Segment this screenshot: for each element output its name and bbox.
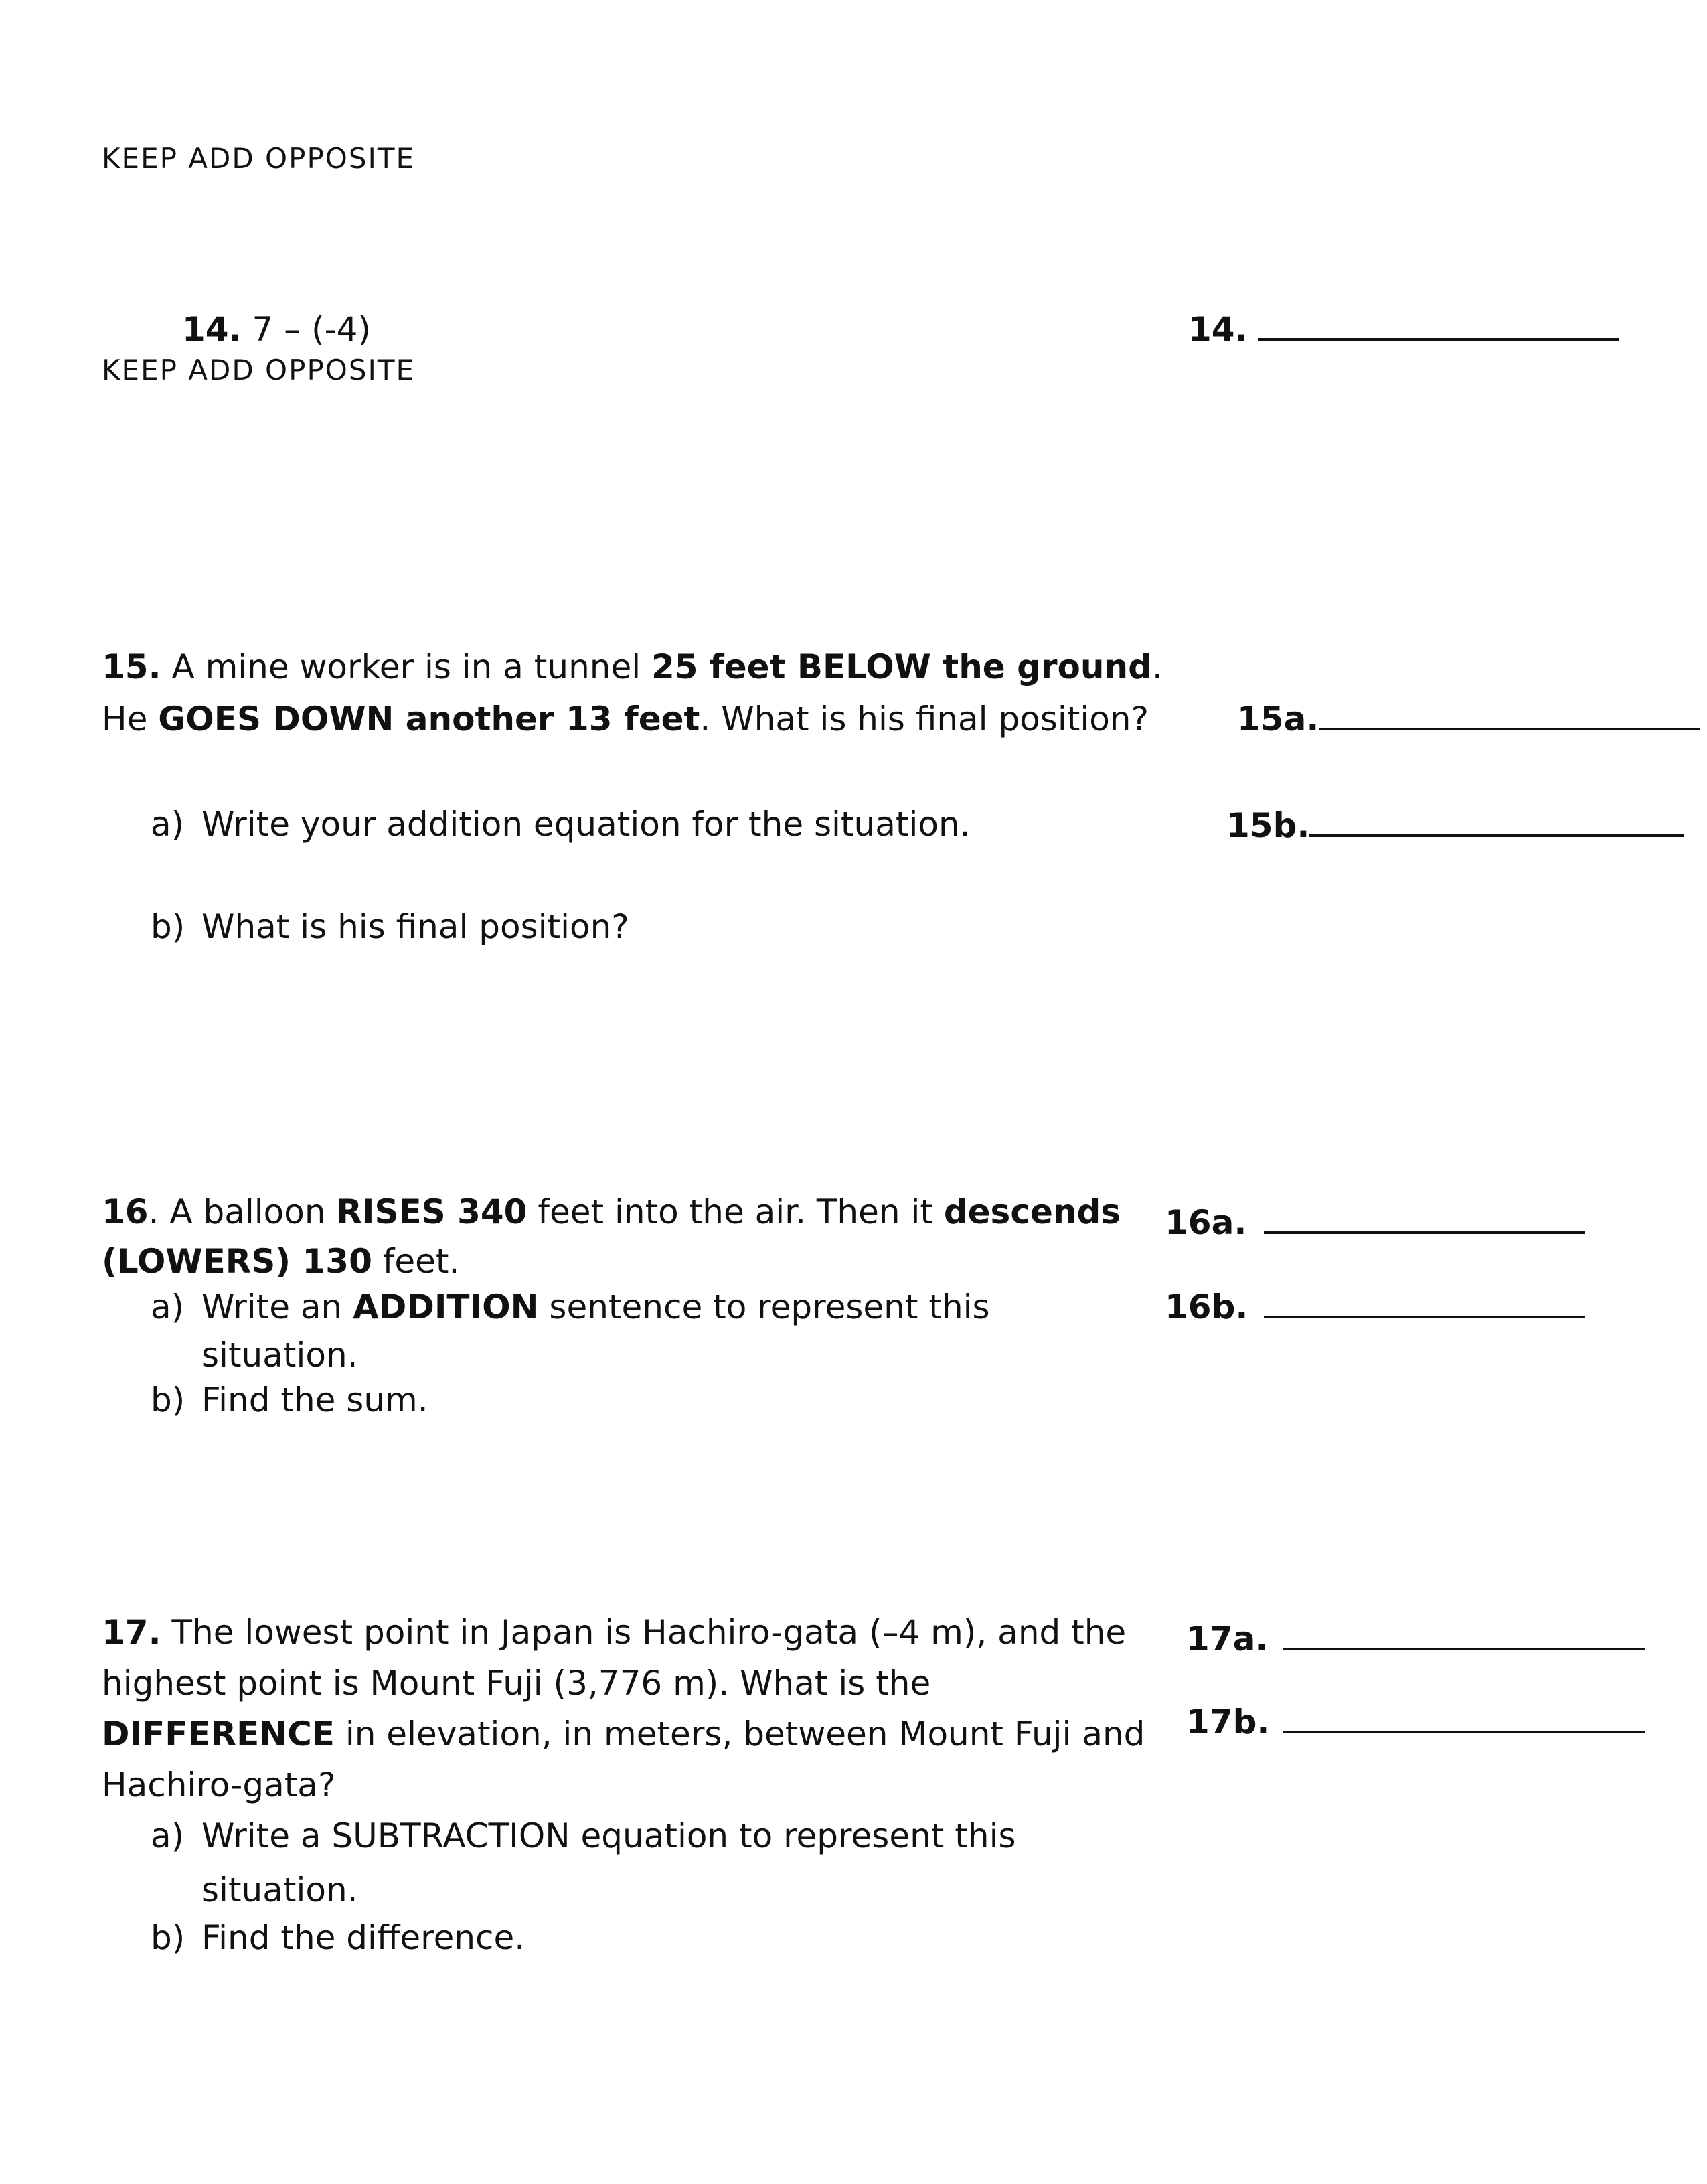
question-15-line-2 (102, 694, 1149, 745)
question-16-text: . A balloon (148, 1192, 337, 1231)
question-15-text: . What is his final position? (700, 700, 1149, 738)
part-text: What is his final position? (201, 907, 629, 946)
part-text: sentence to represent this (538, 1288, 990, 1326)
question-16-emphasis: (LOWERS) 130 (102, 1242, 372, 1281)
question-16-part-b (151, 1376, 428, 1424)
part-marker: a) (151, 805, 185, 844)
answer-14-blank[interactable] (1258, 338, 1619, 341)
question-14-number: 14. (182, 310, 242, 349)
answer-15a-label: 15a. (1237, 700, 1319, 738)
answer-16b (1165, 1281, 1585, 1332)
answer-16b-label: 16b. (1165, 1288, 1248, 1326)
question-16-number: 16 (102, 1192, 149, 1231)
answer-16a-blank[interactable] (1264, 1231, 1585, 1234)
part-text: Find the difference. (201, 1918, 525, 1957)
question-15-number: 15. (102, 647, 161, 686)
part-marker: a) (151, 1816, 185, 1855)
question-15-text: A mine worker is in a tunnel (171, 647, 652, 686)
question-15-part-b (151, 903, 629, 951)
keep-add-opposite-hint: KEEP ADD OPPOSITE (102, 142, 416, 175)
question-17-part-a (151, 1812, 1016, 1860)
part-text: Write an (201, 1288, 353, 1326)
answer-16b-blank[interactable] (1264, 1316, 1585, 1318)
answer-15b (1226, 800, 1684, 851)
question-15-part-a (151, 800, 971, 848)
answer-17a (1186, 1614, 1645, 1664)
question-17-text: in elevation, in meters, between Mount Fuji and (334, 1715, 1145, 1753)
part-emphasis: ADDITION (353, 1288, 539, 1326)
question-14 (182, 304, 371, 355)
answer-15a-blank[interactable] (1319, 728, 1700, 730)
answer-16a (1165, 1197, 1585, 1248)
answer-17b (1186, 1697, 1645, 1747)
part-text: Find the sum. (201, 1381, 428, 1419)
question-15-emphasis: GOES DOWN another 13 feet (158, 700, 700, 738)
answer-17a-blank[interactable] (1283, 1648, 1645, 1650)
question-15-text: . (1151, 647, 1163, 686)
question-16-text: feet into the air. Then it (527, 1192, 944, 1231)
question-16-emphasis: RISES 340 (336, 1192, 527, 1231)
part-marker: b) (151, 907, 185, 946)
question-16-line-1 (102, 1186, 1121, 1237)
answer-17b-blank[interactable] (1283, 1731, 1645, 1733)
question-17-number: 17. (102, 1613, 161, 1652)
question-16-line-2 (102, 1236, 459, 1287)
question-17-part-a-continued: situation. (201, 1871, 358, 1909)
question-16-text: feet. (372, 1242, 460, 1281)
question-15-text: He (102, 700, 159, 738)
answer-15a (1237, 694, 1700, 745)
answer-17a-label: 17a. (1186, 1620, 1269, 1658)
answer-14-label: 14. (1188, 310, 1248, 349)
question-16-part-a-continued: situation. (201, 1336, 358, 1375)
part-marker: b) (151, 1918, 185, 1957)
question-17-text: The lowest point in Japan is Hachiro-gata (–4 m), and the (171, 1613, 1127, 1652)
question-17-line-4: Hachiro-gata? (102, 1766, 336, 1804)
question-17-line-3 (102, 1709, 1145, 1760)
answer-16a-label: 16a. (1165, 1203, 1247, 1242)
question-15-line-1 (102, 641, 1163, 692)
question-16-part-a (151, 1283, 990, 1331)
question-17-line-2: highest point is Mount Fuji (3,776 m). What is the (102, 1664, 931, 1703)
answer-15b-blank[interactable] (1309, 834, 1684, 837)
question-17-emphasis: DIFFERENCE (102, 1715, 335, 1753)
answer-17b-label: 17b. (1186, 1703, 1270, 1741)
answer-14 (1188, 304, 1619, 355)
question-16-emphasis: descends (943, 1192, 1121, 1231)
part-marker: b) (151, 1381, 185, 1419)
answer-15b-label: 15b. (1226, 806, 1310, 845)
part-text: Write a SUBTRACTION equation to represent this (201, 1816, 1016, 1855)
part-marker: a) (151, 1288, 185, 1326)
question-15-emphasis: 25 feet BELOW the ground (651, 647, 1152, 686)
part-text: Write your addition equation for the situation. (201, 805, 971, 844)
question-17-line-1 (102, 1607, 1126, 1658)
question-17-part-b (151, 1914, 525, 1962)
question-14-expression: 7 – (-4) (252, 310, 371, 349)
keep-add-opposite-hint-14: KEEP ADD OPPOSITE (102, 354, 416, 386)
